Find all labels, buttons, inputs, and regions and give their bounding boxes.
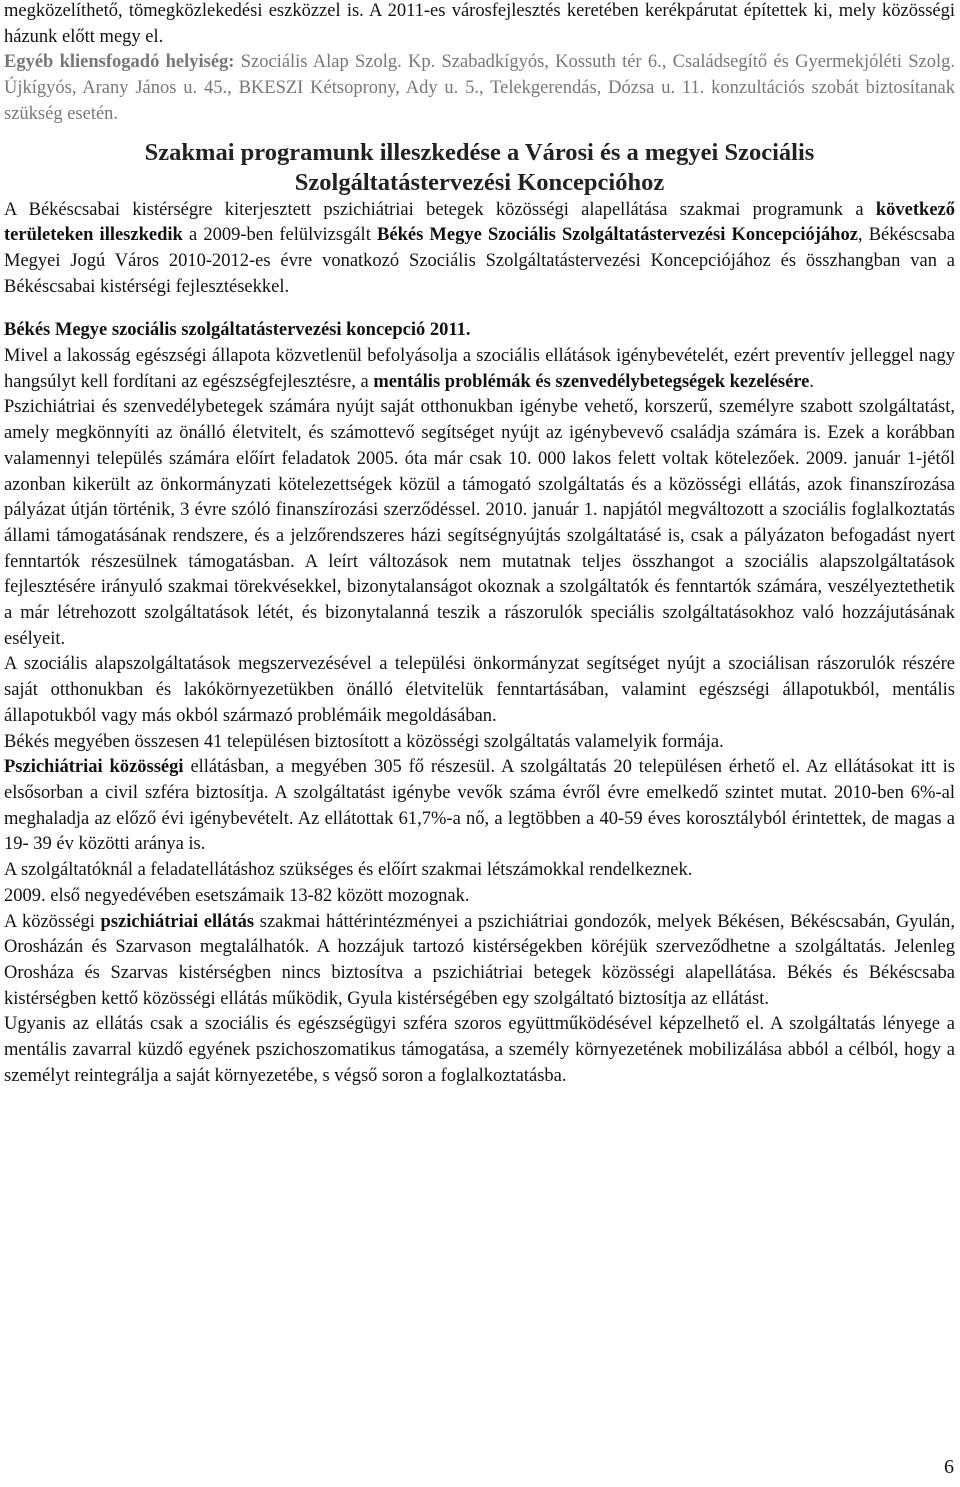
concept-paragraph-2: Pszichiátriai és szenvedélybetegek számára nyújt saját otthonukban igénybe vehető, korszerű, személyre szabott szolgáltatást, amely megkönnyíti az önálló életvitelt, és számottevő segítséget nyújt az igénybevevő családja számára is. Ezek a korábban valamennyi település számára előírt feladatok 2005. óta már csak 10. 000 lakos felett voltak kötelezőek. 2009. január 1-jétől azonban kikerült az önkormányzati kötelezettségek közül a támogató szolgáltatás és a közösségi ellátás, azok finanszírozása pályázat útján történik, 3 évre szóló finanszírozási szerződéssel. 2010. január 1. napjától megváltozott a szociális foglalkoztatás állami támogatásának rendszere, és a jelzőrendszeres házi segítségnyújtás szolgáltatásé is, csak a pályázaton befogadást nyert fenntartók részesülnek támogatásban. A leírt változások nem mutatnak teljes összhangot a szociális alapszolgáltatások fejlesztésére irányuló szakmai törekvésekkel, bizonytalanságot okoznak a szolgáltatók és fenntartók számára, veszélyeztethetik a már létrehozott szolgáltatások létét, és bizonytalanná teszik a rászorulók speciális szolgáltatásokhoz való hozzájutásának esélyeit.	[4, 397, 955, 649]
concept-p8-bold: pszichiátriai ellátás	[100, 911, 255, 932]
concept-title: Békés Megye szociális szolgáltatástervezési koncepció 2011.	[4, 320, 471, 341]
concept-paragraph-7: 2009. első negyedévében esetszámaik 13-82 között mozognak.	[4, 885, 470, 906]
concept-paragraph-3: A szociális alapszolgáltatások megszervezésével a települési önkormányzat segítséget nyújt a szociálisan rászorulók részére saját otthonukban és lakókörnyezetükben önálló életvitelük fenntartásában, valamint egészségi állapotukból, mentális állapotukból vagy más okból származó problémáik megoldásában.	[4, 654, 955, 726]
spacer	[4, 300, 955, 318]
concept-p8-c: szakmai háttérintézményei a pszichiátriai gondozók, melyek Békésen, Békéscsabán, Gyulán, Orosházán és Szarvason megtalálhatók. A hozzájuk tartozó kistérségekben köréjük szerveződhetne a szolgáltatás. Jelenleg Orosháza és Szarvas kistérségben nincs biztosítva a pszichiátriai betegek közösségi alapellátása. Békés és Békéscsaba kistérségben kettő közösségi ellátás működik, Gyula kistérségében egy szolgáltató biztosítja az ellátást.	[4, 911, 955, 1009]
extra-text: Szociális Alap Szolg. Kp. Szabadkígyós, Kossuth tér 6., Családsegítő és Gyermekjóléti Szolg. Újkígyós, Arany János u. 45., BKESZI Kétsoprony, Ady u. 5., Telekgerendás, Dózsa u. 11. konzultációs szobát biztosítanak szükség esetén.	[4, 52, 955, 124]
intro-text: megközelíthető, tömegközlekedési eszközzel is. A 2011-es városfejlesztés keretében kerékpárutat építettek ki, mely közösségi házunk előtt megy el.	[4, 1, 955, 47]
concept-p1-c: .	[809, 371, 815, 392]
concept-p1-bold: mentális problémák és szenvedélybetegségek kezelésére	[373, 371, 810, 392]
concept-paragraph-6: A szolgáltatóknál a feladatellátáshoz szükséges és előírt szakmai létszámokkal rendelkeznek.	[4, 860, 693, 881]
extra-label: Egyéb kliensfogadó helyiség:	[4, 52, 235, 73]
concept-p8-a: A közösségi	[4, 911, 101, 932]
concept-p1-a: Mivel a lakosság egészségi állapota közvetlenül befolyásolja a szociális ellátások igénybevételét, ezért preventív jelleggel nagy hangsúlyt kell fordítani az egészségfejlesztésre, a	[4, 346, 955, 392]
intro-extra	[4, 52, 955, 123]
section-heading-line1: Szakmai programunk illeszkedése a Városi és a megyei Szociális	[144, 138, 815, 166]
section-text-c: a 2009-ben felülvizsgált	[182, 225, 378, 246]
concept-paragraph-1	[4, 344, 955, 395]
concept-p5-text: ellátásban, a megyében 305 fő részesül. A szolgáltatás 20 településen érhető el. Az ellátásokat itt is elsősorban a civil szféra biztosítja. A szolgáltatást igénybe vevők száma évről évre emelkedő szintet mutat. 2010-ben 6%-al meghaladja az előző évi igénybevételt. Az ellátottak 61,7%-a nő, a legtöbben a 40-59 éves korosztályból érintettek, de magas a 19- 39 év közötti aránya is.	[4, 757, 955, 855]
concept-paragraph-8	[4, 910, 955, 1013]
page-content	[4, 0, 955, 1089]
section-heading-line2: Szolgáltatástervezési Koncepcióhoz	[294, 168, 665, 196]
concept-paragraph-5	[4, 755, 955, 858]
section-text-e: , Békéscsaba Megyei Jogú Város 2010-2012-es évre vonatkozó Szociális Szolgáltatástervezési Koncepciójához és összhangban van a Békéscsabai kistérségi fejlesztésekkel.	[4, 225, 955, 297]
concept-paragraph-4: Békés megyében összesen 41 településen biztosított a közösségi szolgáltatás valamelyik formája.	[4, 731, 724, 752]
intro-paragraph	[4, 0, 955, 128]
concept-p5-bold: Pszichiátriai közösségi	[4, 757, 184, 778]
page-number: 6	[944, 1456, 954, 1478]
section-heading	[4, 138, 955, 198]
section-text-a: A Békéscsabai kistérségre kiterjesztett pszichiátriai betegek közösségi alapellátása szakmai programunk a	[4, 199, 876, 220]
section-paragraph	[4, 198, 955, 301]
section-text-bold-2: Békés Megye Szociális Szolgáltatástervezési Koncepciójához	[377, 225, 858, 246]
section-text-bold-1: következő területeken illeszkedik	[4, 199, 955, 246]
concept-paragraph-9: Ugyanis az ellátás csak a szociális és egészségügyi szféra szoros együttműködésével képzelhető el. A szolgáltatás lényege a mentális zavarral küzdő egyének pszichoszomatikus támogatása, a személy környezetének mobilizálása abból a célból, hogy a személyt reintegrálja a saját környezetébe, s végső soron a foglalkoztatásba.	[4, 1014, 955, 1086]
